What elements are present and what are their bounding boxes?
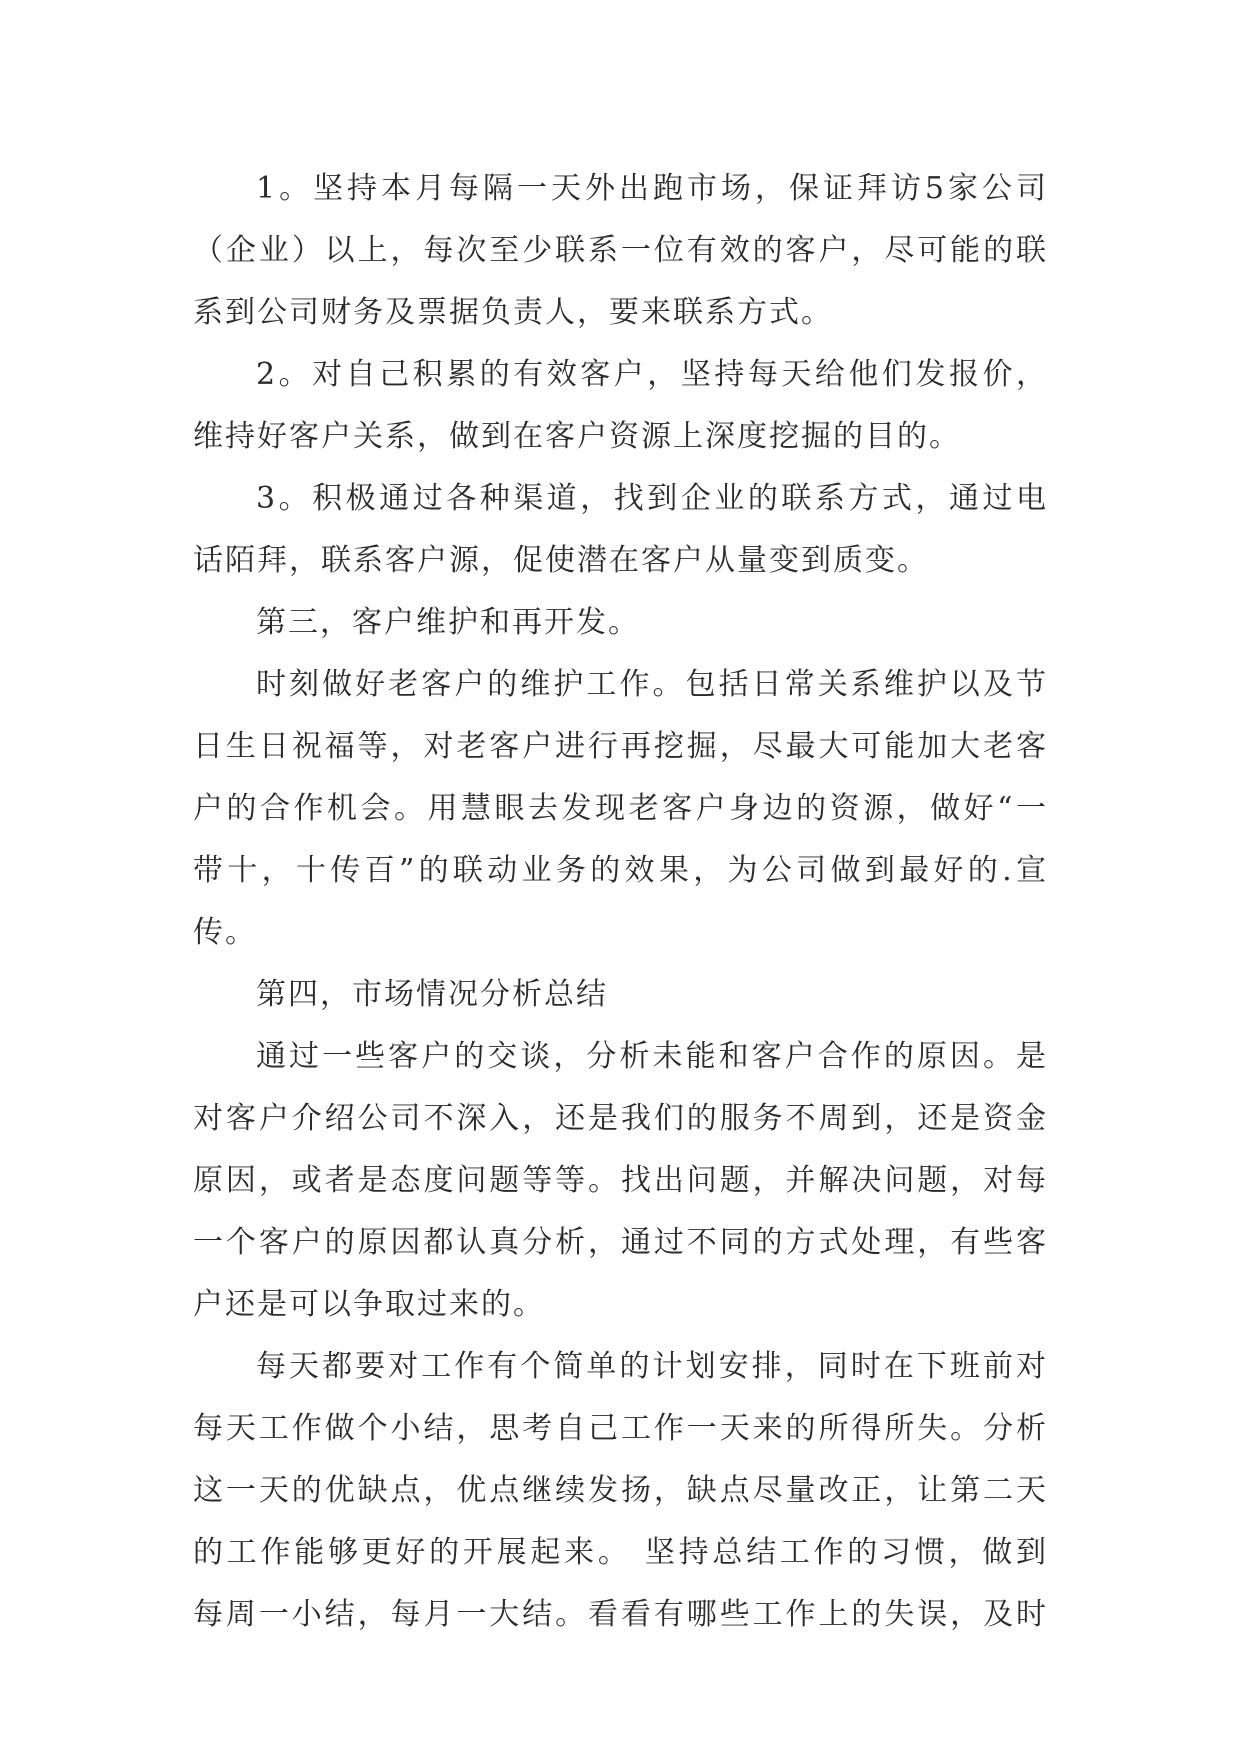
text-line: 通过一些客户的交谈，分析未能和客户合作的原因。是 — [256, 1039, 1048, 1074]
text-line: 每天工作做个小结，思考自己工作一天来的所得所失。分析 — [193, 1411, 1048, 1446]
text-line: 1。坚持本月每隔一天外出跑市场，保证拜访5家公司 — [256, 171, 1048, 206]
text-line: 这一天的优缺点，优点继续发扬，缺点尽量改正，让第二天 — [193, 1473, 1048, 1508]
text-line: 3。积极通过各种渠道，找到企业的联系方式，通过电 — [256, 481, 1048, 516]
text-line: 对客户介绍公司不深入，还是我们的服务不周到，还是资金 — [193, 1101, 1048, 1136]
document-body — [193, 158, 1048, 1646]
text-line: 日生日祝福等，对老客户进行再挖掘，尽最大可能加大老客 — [193, 729, 1048, 764]
text-line: 户还是可以争取过来的。 — [193, 1287, 545, 1322]
text-line: 传。 — [193, 915, 257, 950]
text-line: 的工作能够更好的开展起来。 坚持总结工作的习惯，做到 — [193, 1535, 1048, 1570]
text-line: 第三，客户维护和再开发。 — [256, 605, 640, 640]
text-line: （企业）以上，每次至少联系一位有效的客户，尽可能的联 — [193, 233, 1048, 268]
text-line: 时刻做好老客户的维护工作。包括日常关系维护以及节 — [256, 667, 1048, 702]
text-line: 带十，十传百”的联动业务的效果，为公司做到最好的.宣 — [193, 853, 1048, 888]
text-line: 第四，市场情况分析总结 — [256, 977, 608, 1012]
text-line: 原因，或者是态度问题等等。找出问题，并解决问题，对每 — [193, 1163, 1048, 1198]
text-line: 户的合作机会。用慧眼去发现老客户身边的资源，做好“一 — [193, 791, 1048, 826]
text-line: 2。对自己积累的有效客户，坚持每天给他们发报价， — [256, 357, 1048, 392]
text-line: 系到公司财务及票据负责人，要来联系方式。 — [193, 295, 833, 330]
text-line: 维持好客户关系，做到在客户资源上深度挖掘的目的。 — [193, 419, 961, 454]
text-line: 每天都要对工作有个简单的计划安排，同时在下班前对 — [256, 1349, 1048, 1384]
text-line: 一个客户的原因都认真分析，通过不同的方式处理，有些客 — [193, 1225, 1048, 1260]
text-line: 话陌拜，联系客户源，促使潜在客户从量变到质变。 — [193, 543, 929, 578]
text-line: 每周一小结，每月一大结。看看有哪些工作上的失误，及时 — [193, 1597, 1048, 1632]
